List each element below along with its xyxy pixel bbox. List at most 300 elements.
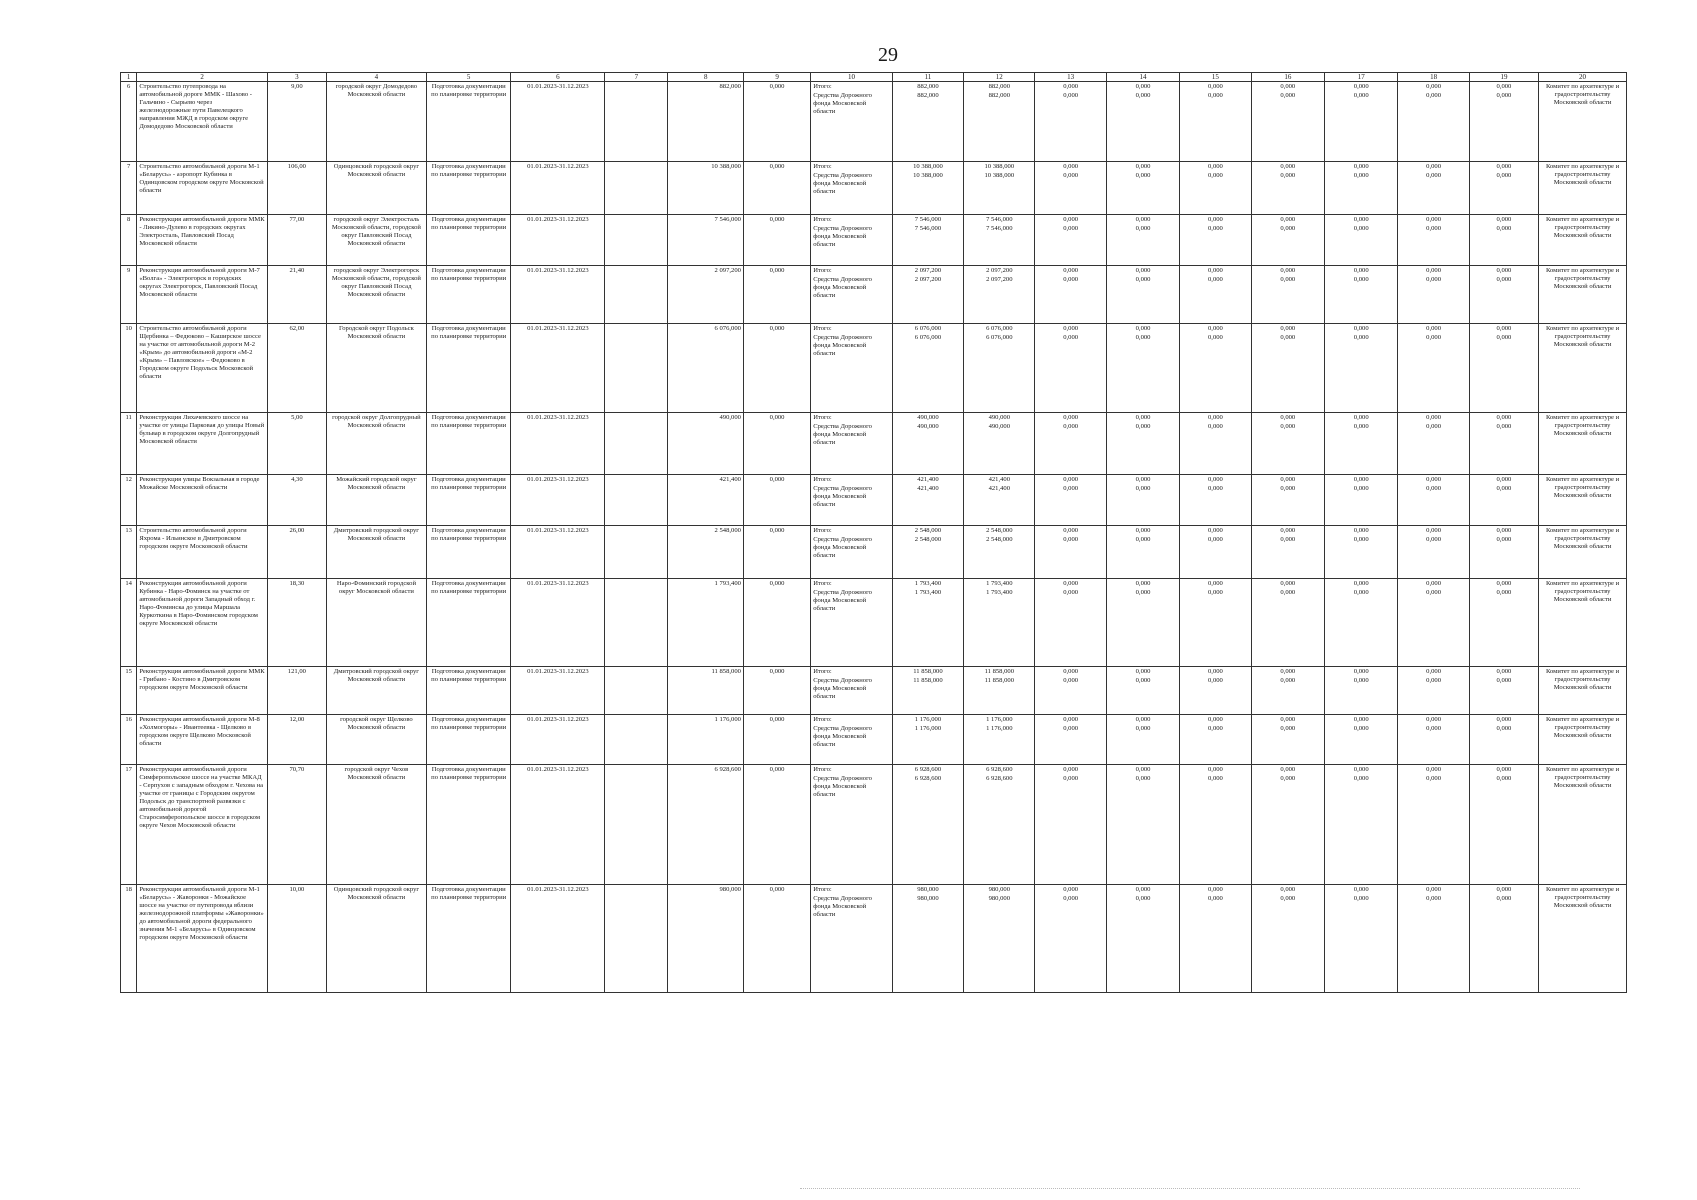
- funding-source-total: Итого:: [813, 580, 832, 588]
- amount-total: 2 548,000: [914, 527, 942, 535]
- column-9-value: 0,000: [743, 413, 810, 475]
- amount-total: 0,000: [1496, 163, 1512, 171]
- column-9-value: 0,000: [743, 162, 810, 215]
- object-length: 106,00: [267, 162, 326, 215]
- amount-fund: 6 076,000: [914, 334, 942, 342]
- column-number: 8: [668, 73, 743, 82]
- amount-column-14: [1106, 765, 1179, 885]
- column-number: 13: [1035, 73, 1106, 82]
- work-stage: Подготовка документации по планировке территории: [426, 526, 511, 579]
- executor: Комитет по архитектуре и градостроительству Московской области: [1539, 215, 1627, 266]
- amount-total: 0,000: [1353, 668, 1369, 676]
- amount-column-13: [1035, 413, 1106, 475]
- amount-fund: 6 928,600: [986, 775, 1013, 783]
- amount-total: 0,000: [1135, 163, 1151, 171]
- object-name: Реконструкция улицы Вокзальная в городе Можайске Московской области: [137, 475, 268, 526]
- work-period: 01.01.2023-31.12.2023: [511, 162, 605, 215]
- amount-column-13: [1035, 162, 1106, 215]
- amount-fund: 0,000: [1280, 423, 1296, 431]
- amount-fund: 0,000: [1496, 589, 1512, 597]
- amount-total: 0,000: [1208, 267, 1223, 275]
- amount-column-11: [892, 667, 963, 715]
- amount-column-12: [964, 715, 1035, 765]
- object-name: Реконструкция автомобильной дороги Кубинка - Наро-Фоминск на участке от автомобильной дороги Западный обход г. Наро-Фоминска до улицы Маршала Куркоткина в Наро-Фоминском городском округе Московской области: [137, 579, 268, 667]
- amount-total: 6 076,000: [914, 325, 942, 333]
- amount-column-15: [1180, 266, 1251, 324]
- executor: Комитет по архитектуре и градостроительству Московской области: [1539, 82, 1627, 162]
- amount-fund: 0,000: [1063, 423, 1079, 431]
- funding-source-fund: Средства Дорожного фонда Московской области: [813, 775, 872, 799]
- funding-source: [811, 667, 893, 715]
- amount-total: 0,000: [1353, 527, 1369, 535]
- amount-total: 11 858,000: [984, 668, 1015, 676]
- amount-column-11: [892, 162, 963, 215]
- column-7-value: [605, 715, 668, 765]
- amount-fund: 0,000: [1135, 677, 1151, 685]
- amount-fund: 0,000: [1135, 276, 1151, 284]
- amount-column-13: [1035, 667, 1106, 715]
- row-number: 13: [121, 526, 137, 579]
- amount-fund: 0,000: [1135, 334, 1151, 342]
- amount-total: 0,000: [1208, 886, 1223, 894]
- amount-fund: 0,000: [1426, 485, 1442, 493]
- object-location: городской округ Электрогорск Московской области, городской округ Павловский Посад Московской области: [326, 266, 426, 324]
- table-row: [121, 765, 1627, 885]
- amount-column-17: [1325, 82, 1398, 162]
- amount-column-19: [1469, 413, 1538, 475]
- funding-source-fund: Средства Дорожного фонда Московской области: [813, 92, 872, 116]
- amount-fund: 0,000: [1426, 677, 1442, 685]
- column-9-value: 0,000: [743, 324, 810, 413]
- amount-column-11: [892, 715, 963, 765]
- amount-total: 0,000: [1280, 163, 1296, 171]
- funding-source-total: Итого:: [813, 886, 832, 894]
- column-7-value: [605, 885, 668, 993]
- amount-fund: 0,000: [1135, 589, 1151, 597]
- object-location: Дмитровский городской округ Московской области: [326, 667, 426, 715]
- column-9-value: 0,000: [743, 765, 810, 885]
- page-number: 29: [878, 44, 898, 66]
- column-9-value: 0,000: [743, 885, 810, 993]
- amount-fund: 0,000: [1426, 423, 1442, 431]
- object-name: Реконструкция автомобильной дороги М-7 «Волга» - Электрогорск в городских округах Электрогорск, Павловский Посад Московской области: [137, 266, 268, 324]
- amount-column-17: [1325, 667, 1398, 715]
- amount-column-15: [1180, 715, 1251, 765]
- amount-column-14: [1106, 413, 1179, 475]
- amount-column-16: [1251, 266, 1324, 324]
- funding-source-total: Итого:: [813, 476, 832, 484]
- amount-column-13: [1035, 324, 1106, 413]
- work-period: 01.01.2023-31.12.2023: [511, 765, 605, 885]
- amount-total: 0,000: [1208, 527, 1223, 535]
- funding-source-fund: Средства Дорожного фонда Московской области: [813, 423, 872, 447]
- amount-total: 0,000: [1280, 716, 1296, 724]
- amount-total: 0,000: [1208, 216, 1223, 224]
- work-stage: Подготовка документации по планировке территории: [426, 215, 511, 266]
- amount-total: 2 097,200: [914, 267, 942, 275]
- amount-column-17: [1325, 324, 1398, 413]
- amount-fund: 0,000: [1426, 895, 1442, 903]
- object-name: Строительство автомобильной дороги Яхрома - Ильинское в Дмитровском городском округе Московской области: [137, 526, 268, 579]
- row-number: 11: [121, 413, 137, 475]
- amount-column-18: [1398, 526, 1469, 579]
- amount-total: 0,000: [1426, 83, 1442, 91]
- amount-fund: 0,000: [1135, 895, 1151, 903]
- work-stage: Подготовка документации по планировке территории: [426, 475, 511, 526]
- row-number: 7: [121, 162, 137, 215]
- amount-column-11: [892, 266, 963, 324]
- column-7-value: [605, 475, 668, 526]
- amount-total: 0,000: [1353, 414, 1369, 422]
- amount-total: 0,000: [1426, 527, 1442, 535]
- table-row: [121, 413, 1627, 475]
- column-8-value: 882,000: [668, 82, 743, 162]
- amount-fund: 0,000: [1063, 334, 1079, 342]
- work-period: 01.01.2023-31.12.2023: [511, 413, 605, 475]
- amount-fund: 0,000: [1353, 92, 1369, 100]
- amount-total: 2 548,000: [986, 527, 1013, 535]
- amount-column-19: [1469, 324, 1538, 413]
- amount-column-16: [1251, 215, 1324, 266]
- amount-fund: 0,000: [1426, 92, 1442, 100]
- amount-fund: 0,000: [1426, 775, 1442, 783]
- funding-source-fund: Средства Дорожного фонда Московской области: [813, 677, 872, 701]
- amount-total: 0,000: [1208, 668, 1223, 676]
- amount-fund: 0,000: [1063, 725, 1079, 733]
- amount-column-17: [1325, 715, 1398, 765]
- scan-artifact: [800, 1188, 1580, 1191]
- object-name: Реконструкция автомобильной дороги М-1 «Беларусь» - Жаворонки - Можайское шоссе на участке от путепровода вблизи железнодорожной платформы «Жаворонки» до автомобильной дороги федерального значения М-1 «Беларусь» в Одинцовском городском округе Московской области: [137, 885, 268, 993]
- row-number: 14: [121, 579, 137, 667]
- work-period: 01.01.2023-31.12.2023: [511, 324, 605, 413]
- amount-fund: 0,000: [1426, 725, 1442, 733]
- column-9-value: 0,000: [743, 579, 810, 667]
- object-length: 10,00: [267, 885, 326, 993]
- executor: Комитет по архитектуре и градостроительству Московской области: [1539, 475, 1627, 526]
- amount-total: 0,000: [1135, 766, 1151, 774]
- object-location: городской округ Электросталь Московской области, городской округ Павловский Посад Московской области: [326, 215, 426, 266]
- amount-column-19: [1469, 475, 1538, 526]
- work-period: 01.01.2023-31.12.2023: [511, 475, 605, 526]
- work-period: 01.01.2023-31.12.2023: [511, 215, 605, 266]
- column-number: 6: [511, 73, 605, 82]
- amount-column-19: [1469, 885, 1538, 993]
- work-stage: Подготовка документации по планировке территории: [426, 715, 511, 765]
- amount-total: 0,000: [1063, 716, 1079, 724]
- amount-column-13: [1035, 885, 1106, 993]
- amount-column-15: [1180, 667, 1251, 715]
- amount-total: 0,000: [1426, 886, 1442, 894]
- amount-column-15: [1180, 215, 1251, 266]
- amount-total: 0,000: [1353, 325, 1369, 333]
- amount-fund: 0,000: [1426, 172, 1442, 180]
- amount-column-15: [1180, 324, 1251, 413]
- amount-total: 0,000: [1353, 886, 1369, 894]
- amount-fund: 0,000: [1353, 334, 1369, 342]
- amount-column-15: [1180, 413, 1251, 475]
- amount-fund: 0,000: [1353, 485, 1369, 493]
- amount-column-17: [1325, 579, 1398, 667]
- amount-fund: 0,000: [1496, 225, 1512, 233]
- table-row: [121, 526, 1627, 579]
- amount-column-16: [1251, 715, 1324, 765]
- amount-column-15: [1180, 579, 1251, 667]
- amount-total: 0,000: [1496, 527, 1512, 535]
- object-length: 77,00: [267, 215, 326, 266]
- funding-source-total: Итого:: [813, 83, 832, 91]
- amount-total: 421,400: [988, 476, 1011, 484]
- amount-total: 0,000: [1208, 325, 1223, 333]
- amount-fund: 0,000: [1208, 677, 1223, 685]
- amount-total: 2 097,200: [986, 267, 1013, 275]
- row-number: 9: [121, 266, 137, 324]
- amount-fund: 0,000: [1063, 172, 1079, 180]
- amount-fund: 0,000: [1063, 895, 1079, 903]
- amount-total: 0,000: [1135, 414, 1151, 422]
- amount-fund: 0,000: [1208, 92, 1223, 100]
- amount-column-17: [1325, 475, 1398, 526]
- column-7-value: [605, 162, 668, 215]
- column-number: 9: [743, 73, 810, 82]
- amount-fund: 882,000: [917, 92, 939, 100]
- amount-column-14: [1106, 885, 1179, 993]
- column-number: 19: [1469, 73, 1538, 82]
- column-number: 18: [1398, 73, 1469, 82]
- amount-fund: 0,000: [1280, 92, 1296, 100]
- amount-fund: 0,000: [1135, 485, 1151, 493]
- amount-fund: 10 388,000: [984, 172, 1015, 180]
- amount-fund: 0,000: [1280, 225, 1296, 233]
- amount-total: 0,000: [1208, 163, 1223, 171]
- executor: Комитет по архитектуре и градостроительству Московской области: [1539, 765, 1627, 885]
- table-row: [121, 162, 1627, 215]
- amount-column-14: [1106, 579, 1179, 667]
- funding-source: [811, 215, 893, 266]
- table-row: [121, 266, 1627, 324]
- amount-column-13: [1035, 82, 1106, 162]
- amount-total: 0,000: [1496, 886, 1512, 894]
- amount-fund: 980,000: [988, 895, 1011, 903]
- amount-total: 0,000: [1426, 716, 1442, 724]
- amount-column-12: [964, 266, 1035, 324]
- amount-column-12: [964, 215, 1035, 266]
- work-stage: Подготовка документации по планировке территории: [426, 413, 511, 475]
- column-9-value: 0,000: [743, 475, 810, 526]
- amount-total: 0,000: [1426, 414, 1442, 422]
- funding-source: [811, 266, 893, 324]
- work-stage: Подготовка документации по планировке территории: [426, 885, 511, 993]
- amount-total: 6 928,600: [914, 766, 942, 774]
- amount-total: 0,000: [1426, 580, 1442, 588]
- amount-column-18: [1398, 667, 1469, 715]
- amount-fund: 0,000: [1280, 725, 1296, 733]
- funding-source-fund: Средства Дорожного фонда Московской области: [813, 225, 872, 249]
- amount-column-12: [964, 579, 1035, 667]
- object-location: Городской округ Подольск Московской области: [326, 324, 426, 413]
- object-name: Строительство автомобильной дороги Щербинка – Федюково – Каширское шоссе на участке от автомобильной дороги М-2 «Крым» до автомобильной дороги «М-2 «Крым» – Павловское» – Федюково в Городском округе Подольск Московской области: [137, 324, 268, 413]
- amount-total: 0,000: [1426, 668, 1442, 676]
- amount-column-19: [1469, 526, 1538, 579]
- amount-column-19: [1469, 667, 1538, 715]
- amount-total: 0,000: [1135, 716, 1151, 724]
- amount-fund: 0,000: [1208, 775, 1223, 783]
- executor: Комитет по архитектуре и градостроительству Московской области: [1539, 579, 1627, 667]
- column-8-value: 6 928,600: [668, 765, 743, 885]
- amount-column-18: [1398, 324, 1469, 413]
- amount-total: 0,000: [1208, 766, 1223, 774]
- funding-source-total: Итого:: [813, 414, 832, 422]
- amount-fund: 0,000: [1496, 775, 1512, 783]
- amount-column-16: [1251, 526, 1324, 579]
- amount-fund: 882,000: [988, 92, 1011, 100]
- amount-column-17: [1325, 885, 1398, 993]
- amount-column-17: [1325, 162, 1398, 215]
- amount-fund: 0,000: [1208, 485, 1223, 493]
- amount-fund: 0,000: [1496, 276, 1512, 284]
- amount-fund: 0,000: [1353, 172, 1369, 180]
- amount-fund: 7 546,000: [914, 225, 942, 233]
- column-number: 4: [326, 73, 426, 82]
- column-number: 2: [137, 73, 268, 82]
- amount-total: 0,000: [1353, 83, 1369, 91]
- amount-column-15: [1180, 885, 1251, 993]
- amount-total: 7 546,000: [914, 216, 942, 224]
- amount-column-16: [1251, 82, 1324, 162]
- funding-source-fund: Средства Дорожного фонда Московской области: [813, 589, 872, 613]
- amount-column-11: [892, 413, 963, 475]
- amount-total: 0,000: [1496, 325, 1512, 333]
- amount-column-19: [1469, 765, 1538, 885]
- amount-total: 0,000: [1063, 414, 1079, 422]
- amount-fund: 0,000: [1426, 225, 1442, 233]
- amount-total: 0,000: [1063, 527, 1079, 535]
- amount-total: 0,000: [1426, 325, 1442, 333]
- amount-fund: 0,000: [1353, 589, 1369, 597]
- work-stage: Подготовка документации по планировке территории: [426, 667, 511, 715]
- column-8-value: 1 176,000: [668, 715, 743, 765]
- investment-table: [120, 72, 1627, 993]
- amount-fund: 2 097,200: [986, 276, 1013, 284]
- amount-fund: 0,000: [1280, 536, 1296, 544]
- object-length: 12,00: [267, 715, 326, 765]
- column-number: 11: [892, 73, 963, 82]
- amount-column-16: [1251, 413, 1324, 475]
- amount-fund: 0,000: [1496, 172, 1512, 180]
- amount-fund: 0,000: [1353, 276, 1369, 284]
- amount-column-11: [892, 82, 963, 162]
- column-8-value: 7 546,000: [668, 215, 743, 266]
- amount-total: 0,000: [1063, 325, 1079, 333]
- amount-total: 0,000: [1063, 668, 1079, 676]
- table-row: [121, 324, 1627, 413]
- amount-total: 0,000: [1135, 527, 1151, 535]
- amount-column-16: [1251, 324, 1324, 413]
- amount-total: 0,000: [1063, 476, 1079, 484]
- work-period: 01.01.2023-31.12.2023: [511, 885, 605, 993]
- amount-fund: 1 793,400: [986, 589, 1013, 597]
- column-8-value: 2 548,000: [668, 526, 743, 579]
- object-length: 121,00: [267, 667, 326, 715]
- amount-total: 0,000: [1496, 216, 1512, 224]
- column-9-value: 0,000: [743, 667, 810, 715]
- row-number: 10: [121, 324, 137, 413]
- column-8-value: 1 793,400: [668, 579, 743, 667]
- funding-source: [811, 82, 893, 162]
- work-stage: Подготовка документации по планировке территории: [426, 765, 511, 885]
- amount-total: 0,000: [1280, 527, 1296, 535]
- amount-total: 1 176,000: [914, 716, 942, 724]
- funding-source-fund: Средства Дорожного фонда Московской области: [813, 172, 872, 196]
- amount-column-17: [1325, 266, 1398, 324]
- amount-total: 0,000: [1353, 716, 1369, 724]
- object-location: Можайский городской округ Московской области: [326, 475, 426, 526]
- column-number: 17: [1325, 73, 1398, 82]
- amount-total: 0,000: [1353, 163, 1369, 171]
- amount-fund: 1 176,000: [914, 725, 942, 733]
- funding-source: [811, 526, 893, 579]
- amount-column-18: [1398, 215, 1469, 266]
- amount-fund: 0,000: [1496, 334, 1512, 342]
- work-period: 01.01.2023-31.12.2023: [511, 667, 605, 715]
- object-location: Дмитровский городской округ Московской области: [326, 526, 426, 579]
- amount-column-19: [1469, 266, 1538, 324]
- executor: Комитет по архитектуре и градостроительству Московской области: [1539, 526, 1627, 579]
- table-row: [121, 579, 1627, 667]
- amount-column-16: [1251, 579, 1324, 667]
- amount-column-14: [1106, 526, 1179, 579]
- object-location: городской округ Чехов Московской области: [326, 765, 426, 885]
- amount-fund: 0,000: [1353, 677, 1369, 685]
- amount-fund: 0,000: [1063, 536, 1079, 544]
- amount-fund: 0,000: [1208, 589, 1223, 597]
- amount-total: 0,000: [1496, 580, 1512, 588]
- executor: Комитет по архитектуре и градостроительству Московской области: [1539, 324, 1627, 413]
- amount-column-12: [964, 667, 1035, 715]
- column-number: 3: [267, 73, 326, 82]
- column-number: 12: [964, 73, 1035, 82]
- amount-column-13: [1035, 266, 1106, 324]
- amount-total: 0,000: [1063, 83, 1079, 91]
- funding-source: [811, 324, 893, 413]
- amount-column-14: [1106, 82, 1179, 162]
- amount-column-15: [1180, 765, 1251, 885]
- amount-total: 0,000: [1135, 267, 1151, 275]
- amount-column-19: [1469, 715, 1538, 765]
- amount-column-18: [1398, 579, 1469, 667]
- amount-fund: 0,000: [1063, 589, 1079, 597]
- amount-total: 0,000: [1063, 216, 1079, 224]
- column-9-value: 0,000: [743, 215, 810, 266]
- column-number: 14: [1106, 73, 1179, 82]
- amount-fund: 0,000: [1353, 895, 1369, 903]
- amount-fund: 0,000: [1135, 775, 1151, 783]
- amount-total: 0,000: [1208, 580, 1223, 588]
- amount-column-12: [964, 765, 1035, 885]
- amount-fund: 0,000: [1496, 895, 1512, 903]
- funding-source-fund: Средства Дорожного фонда Московской области: [813, 485, 872, 509]
- amount-total: 0,000: [1135, 668, 1151, 676]
- amount-column-16: [1251, 885, 1324, 993]
- amount-column-13: [1035, 475, 1106, 526]
- amount-fund: 0,000: [1280, 895, 1296, 903]
- amount-fund: 0,000: [1063, 677, 1079, 685]
- amount-total: 0,000: [1280, 476, 1296, 484]
- amount-fund: 0,000: [1496, 92, 1512, 100]
- executor: Комитет по архитектуре и градостроительству Московской области: [1539, 885, 1627, 993]
- row-number: 12: [121, 475, 137, 526]
- amount-total: 0,000: [1208, 83, 1223, 91]
- amount-total: 11 858,000: [913, 668, 943, 676]
